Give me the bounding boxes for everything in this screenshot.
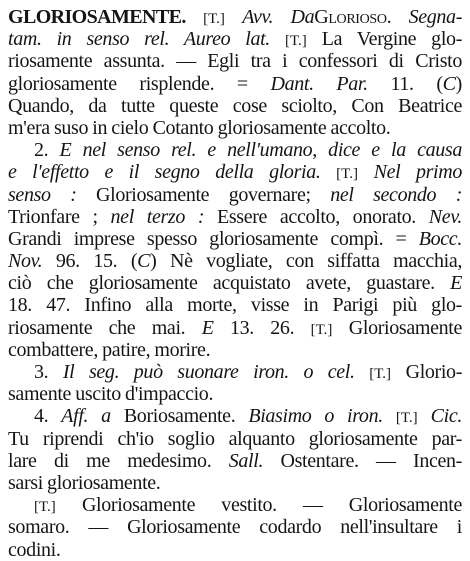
entry-italic: C: [442, 72, 456, 95]
entry-italic: Nel primo: [373, 161, 462, 184]
tag-marker: [T.]: [310, 321, 333, 338]
entry-italic: Biasimo o iron.: [248, 405, 383, 428]
small-caps-ref: Glorioso.: [314, 6, 392, 28]
entry-text: somaro. — Gloriosamente codardo nell'insultare i: [8, 516, 462, 539]
entry-text: [270, 28, 285, 50]
entry-text: 11. (: [367, 72, 443, 95]
entry-text: [418, 405, 431, 427]
entry-line: [8, 294, 462, 316]
entry-text: 18. 47. Infino alla morte, visse in Parigi più glo-: [8, 294, 462, 317]
headword: GLORIOSAMENTE.: [8, 6, 186, 28]
entry-text: 13. 26.: [213, 316, 311, 339]
entry-italic: tam. in senso rel. Aureo lat.: [8, 28, 270, 51]
entry-text: lare di me medesimo.: [8, 449, 229, 472]
entry-line: [8, 139, 462, 161]
tag-marker: [T.]: [203, 11, 225, 27]
entry-text: [383, 405, 396, 427]
entry-text: [355, 361, 370, 383]
entry-text: codini.: [8, 538, 61, 561]
entry-line: [8, 28, 462, 50]
entry-text: Glorio-: [391, 361, 463, 383]
entry-line: [8, 494, 462, 516]
entry-italic: Cic.: [430, 405, 463, 428]
entry-line: [8, 516, 462, 538]
entry-text: ) Nè vogliate, con siffatta macchia,: [150, 250, 462, 273]
entry-text: Tu riprendi ch'io soglio alquanto gloriosamente par-: [8, 427, 462, 450]
entry-line: [8, 95, 462, 117]
tag-marker: [T.]: [284, 33, 307, 50]
entry-italic: Il seg. può suonare iron. o cel.: [62, 361, 355, 383]
entry-text: Grandi imprese spesso gloriosamente compì. =: [8, 227, 419, 250]
entry-line: [8, 228, 462, 250]
tag-marker: [T.]: [34, 499, 56, 516]
entry-text: ): [455, 72, 462, 95]
entry-italic: nel secondo :: [330, 183, 462, 206]
entry-text: [273, 6, 290, 28]
entry-line: [8, 184, 462, 206]
entry-italic: senso :: [8, 183, 77, 206]
entry-text: Quando, da tutte queste cose sciolto, Con Beatrice: [8, 94, 462, 117]
entry-text: 4.: [34, 405, 62, 428]
entry-line: [8, 50, 462, 72]
entry-line: [8, 339, 462, 361]
entry-line: [8, 272, 462, 294]
entry-italic: E: [201, 316, 214, 339]
entry-line: [8, 539, 462, 561]
entry-text: ciò che gloriosamente acquistato avete, guastare.: [8, 272, 451, 295]
entry-italic: E: [450, 272, 462, 295]
entry-text: [321, 161, 337, 183]
entry-italic: Segna-: [408, 6, 462, 28]
entry-text: Gloriosamente: [332, 316, 462, 339]
entry-italic: Bocc.: [418, 227, 462, 250]
entry-line: [8, 450, 462, 472]
entry-text: Trionfare ;: [8, 205, 111, 228]
entry-italic: Avv.: [242, 6, 274, 28]
entry-line: [8, 405, 462, 427]
entry-line: [8, 73, 462, 95]
tag-marker: [T.]: [369, 366, 392, 382]
entry-text: Gloriosamente governare;: [76, 183, 331, 206]
entry-line: [8, 161, 462, 183]
entry-text: combattere, patire, morire.: [8, 338, 211, 361]
entry-text: samente uscito d'impaccio.: [8, 383, 214, 406]
entry-line: [8, 6, 462, 28]
entry-line: [8, 428, 462, 450]
entry-text: [391, 6, 408, 28]
tag-marker: [T.]: [395, 410, 418, 427]
entry-text: [358, 161, 374, 183]
entry-text: [186, 6, 203, 28]
entry-italic: Sall.: [228, 449, 264, 472]
entry-italic: Nov.: [8, 250, 43, 273]
entry-text: sarsi gloriosamente.: [8, 471, 161, 494]
entry-italic: e l'effetto e il segno della gloria.: [8, 161, 321, 184]
entry-line: [8, 206, 462, 228]
entry-text: m'era suso in cielo Cotanto gloriosamente accolto.: [8, 116, 391, 139]
entry-italic: Da: [290, 6, 315, 28]
entry-italic: Dant. Par.: [270, 72, 368, 95]
entry-line: [8, 117, 462, 139]
entry-text: 2.: [34, 139, 60, 162]
entry-text: riosamente assunta. — Egli tra i confessori di Cristo: [8, 50, 462, 73]
entry-text: 3.: [34, 361, 63, 383]
entry-line: [8, 472, 462, 494]
entry-line: [8, 361, 462, 383]
entry-text: Gloriosamente vestito. — Gloriosamente: [55, 494, 462, 517]
entry-line: [8, 317, 462, 339]
entry-italic: Aff. a: [61, 405, 111, 428]
tag-marker: [T.]: [336, 166, 358, 183]
entry-text: riosamente che mai.: [8, 316, 202, 339]
entry-italic: Nev.: [428, 205, 463, 228]
entry-text: gloriosamente risplende. =: [8, 72, 271, 95]
entry-text: [225, 6, 242, 28]
entry-text: Ostentare. — Incen-: [263, 449, 462, 472]
entry-text: Essere accolto, onorato.: [204, 205, 429, 228]
entry-line: [8, 250, 462, 272]
entry-text: La Vergine glo-: [306, 28, 462, 51]
entry-italic: nel terzo :: [110, 205, 205, 228]
entry-text: 96. 15. (: [42, 250, 138, 273]
entry-italic: E nel senso rel. e nell'umano, dice e la causa: [59, 139, 462, 162]
entry-line: [8, 383, 462, 405]
entry-italic: C: [137, 250, 151, 273]
entry-text: Boriosamente.: [110, 405, 249, 428]
